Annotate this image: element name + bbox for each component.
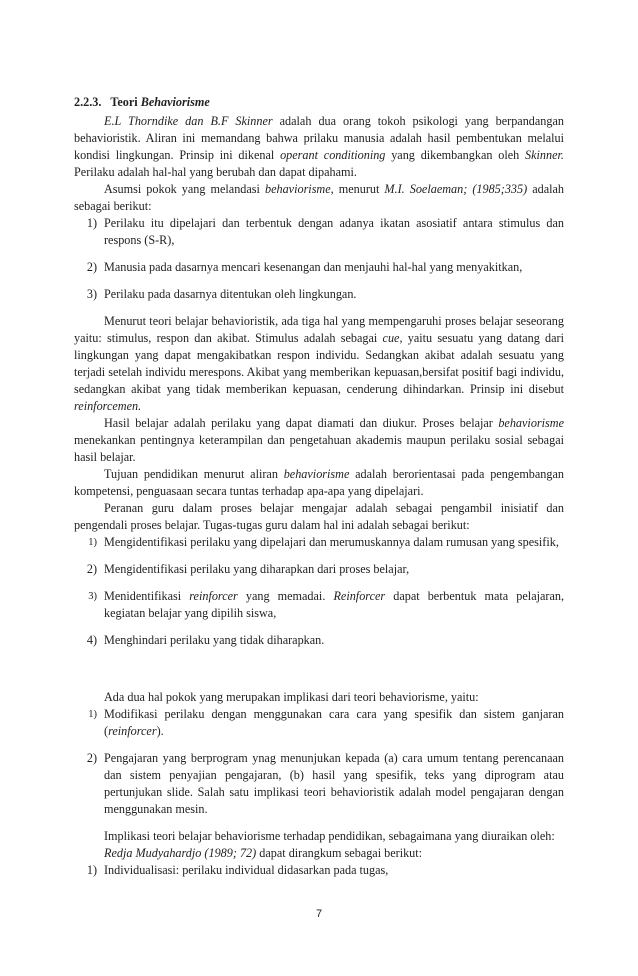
list-number: 4) [86, 633, 97, 647]
list-text: Individualisasi: perilaku individual didasarkan pada tugas, [104, 863, 389, 877]
list-number: 1) [88, 709, 97, 720]
list-text [104, 588, 564, 622]
text-span: yaitu sesuatu yang datang dari lingkungan yang dapat mengakibatkan respon individu. Sedangkan akibat adalah sesuatu yang terjadi setelah individu merespons. Akibat yang memberikan kepuasan,bersifat positif bagi individu, sedangkan akibat yang tidak memberikan kepuasan, cenderung dihindarkan. Prinsip ini disebut [74, 331, 564, 396]
text-span: adalah berorientasai pada pengembangan kompetensi, penguasaan secara tuntas terhadap apa-apa yang dipelajari. [74, 467, 564, 498]
text-span: , menurut [330, 182, 385, 196]
text-span: Menurut teori belajar behavioristik, ada tiga hal yang mempengaruhi proses belajar seseorang yaitu: stimulus, respon dan akibat. Stimulus adalah sebagai [74, 314, 564, 345]
text-span: Hasil belajar adalah perilaku yang dapat diamati dan diukur. Proses belajar [104, 416, 499, 430]
text-span: Tujuan pendidikan menurut aliran [104, 467, 284, 481]
list-item [74, 259, 564, 276]
list-number: 1) [86, 863, 97, 877]
text-span: ). [156, 724, 164, 738]
list-item [74, 286, 564, 303]
text-span: cue, [382, 331, 403, 345]
paragraph-tujuan [74, 466, 564, 500]
text-span: yang dikembangkan oleh [385, 148, 526, 162]
paragraph-hasil-belajar [74, 415, 564, 466]
list-item [74, 215, 564, 249]
text-span: behaviorisme [498, 416, 564, 430]
text-span: Skinner. [525, 148, 564, 162]
list-text: Perilaku itu dipelajari dan terbentuk dengan adanya ikatan asosiatif antara stimulus dan respons (S-R), [104, 216, 564, 247]
paragraph-redja [74, 845, 564, 862]
text-span: adalah sebagai berikut: [74, 182, 564, 213]
text-span: reinforcer [189, 589, 238, 603]
section-title: Teori [110, 95, 138, 109]
text-span: dapat dirangkum sebagai berikut: [256, 846, 423, 860]
text-span: reinforcer [108, 724, 157, 738]
list-number: 2) [86, 260, 97, 274]
text-span: Menidentifikasi [104, 589, 190, 603]
text-span: Reinforcer [333, 589, 386, 603]
list-text: Manusia pada dasarnya mencari kesenangan dan menjauhi hal-hal yang menyakitkan, [104, 260, 523, 274]
text-span: dapat berbentuk mata pelajaran, kegiatan belajar yang dipilih siswa, [104, 589, 565, 620]
text-span: menekankan pentingnya keterampilan dan pengetahuan akademis maupun perilaku sosial sebagai hasil belajar. [74, 433, 564, 464]
text-span: E.L Thorndike dan B.F Skinner [104, 114, 273, 128]
list-item [74, 534, 564, 551]
section-number: 2.2.3. [74, 95, 102, 109]
paragraph-implikasi-pendidikan: Implikasi teori belajar behaviorisme terhadap pendidikan, sebagaimana yang diuraikan oleh: [104, 829, 555, 843]
list-text: Perilaku pada dasarnya ditentukan oleh lingkungan. [104, 287, 357, 301]
list-text: Pengajaran yang berprogram ynag menunjukan kepada (a) cara umum tentang perencanaan dan sistem penyajian pengajaran, (b) hasil yang spesifik, teks yang diprogram atau pertunjukan slide. Salah satu implikasi teori behavioristik adalah model pengajaran dengan menggunakan mesin. [104, 751, 564, 816]
section-title-italic: Behaviorisme [140, 95, 210, 109]
text-span: Asumsi pokok yang melandasi [104, 182, 265, 196]
list-text: Mengidentifikasi perilaku yang dipelajari dan merumuskannya dalam rumusan yang spesifik, [104, 535, 559, 549]
paragraph-stimulus [74, 313, 564, 415]
paragraph-implikasi: Ada dua hal pokok yang merupakan implikasi dari teori behaviorisme, yaitu: [104, 690, 479, 704]
list-text: Menghindari perilaku yang tidak diharapkan. [104, 633, 325, 647]
list-item [74, 706, 564, 740]
list-number: 2) [86, 751, 97, 765]
list-item [74, 862, 564, 879]
list-item [74, 632, 564, 649]
text-span: behaviorisme [264, 182, 331, 196]
section-heading [74, 94, 564, 111]
list-number: 2) [86, 562, 97, 576]
list-number: 3) [86, 287, 97, 301]
paragraph-asumsi [74, 181, 564, 215]
paragraph-peranan-guru: Peranan guru dalam proses belajar mengajar adalah sebagai pengambil inisiatif dan pengendali proses belajar. Tugas-tugas guru dalam hal ini adalah sebagai berikut: [74, 501, 564, 532]
text-span: yang memadai. [237, 589, 334, 603]
list-item [74, 750, 564, 818]
paragraph-thorndike-skinner [74, 113, 564, 181]
document-page [74, 94, 564, 879]
text-span: Perilaku adalah hal-hal yang berubah dan dapat dipahami. [74, 165, 357, 179]
list-number: 1) [88, 537, 97, 548]
list-text: Mengidentifikasi perilaku yang diharapkan dari proses belajar, [104, 562, 410, 576]
list-item [74, 561, 564, 578]
page-number: 7 [315, 908, 323, 920]
text-span: operant conditioning [280, 148, 386, 162]
list-item [74, 588, 564, 622]
text-span: Redja Mudyahardjo (1989; 72) [104, 846, 257, 860]
text-span: adalah dua orang tokoh psikologi yang berpandangan behavioristik. Aliran ini memandang bahwa prilaku manusia adalah hasil pembentukan melalui kondisi lingkungan. Prinsip ini dikenal [74, 114, 564, 162]
text-span: Modifikasi perilaku dengan menggunakan cara cara yang spesifik dan sistem ganjaran ( [104, 707, 564, 738]
text-span: behaviorisme [283, 467, 350, 481]
list-text [104, 706, 564, 740]
list-number: 1) [86, 216, 97, 230]
blank-gap [74, 649, 564, 689]
text-span: M.I. Soelaeman; (1985;335) [384, 182, 528, 196]
text-span: reinforcemen. [74, 399, 142, 413]
list-number: 3) [88, 591, 97, 602]
